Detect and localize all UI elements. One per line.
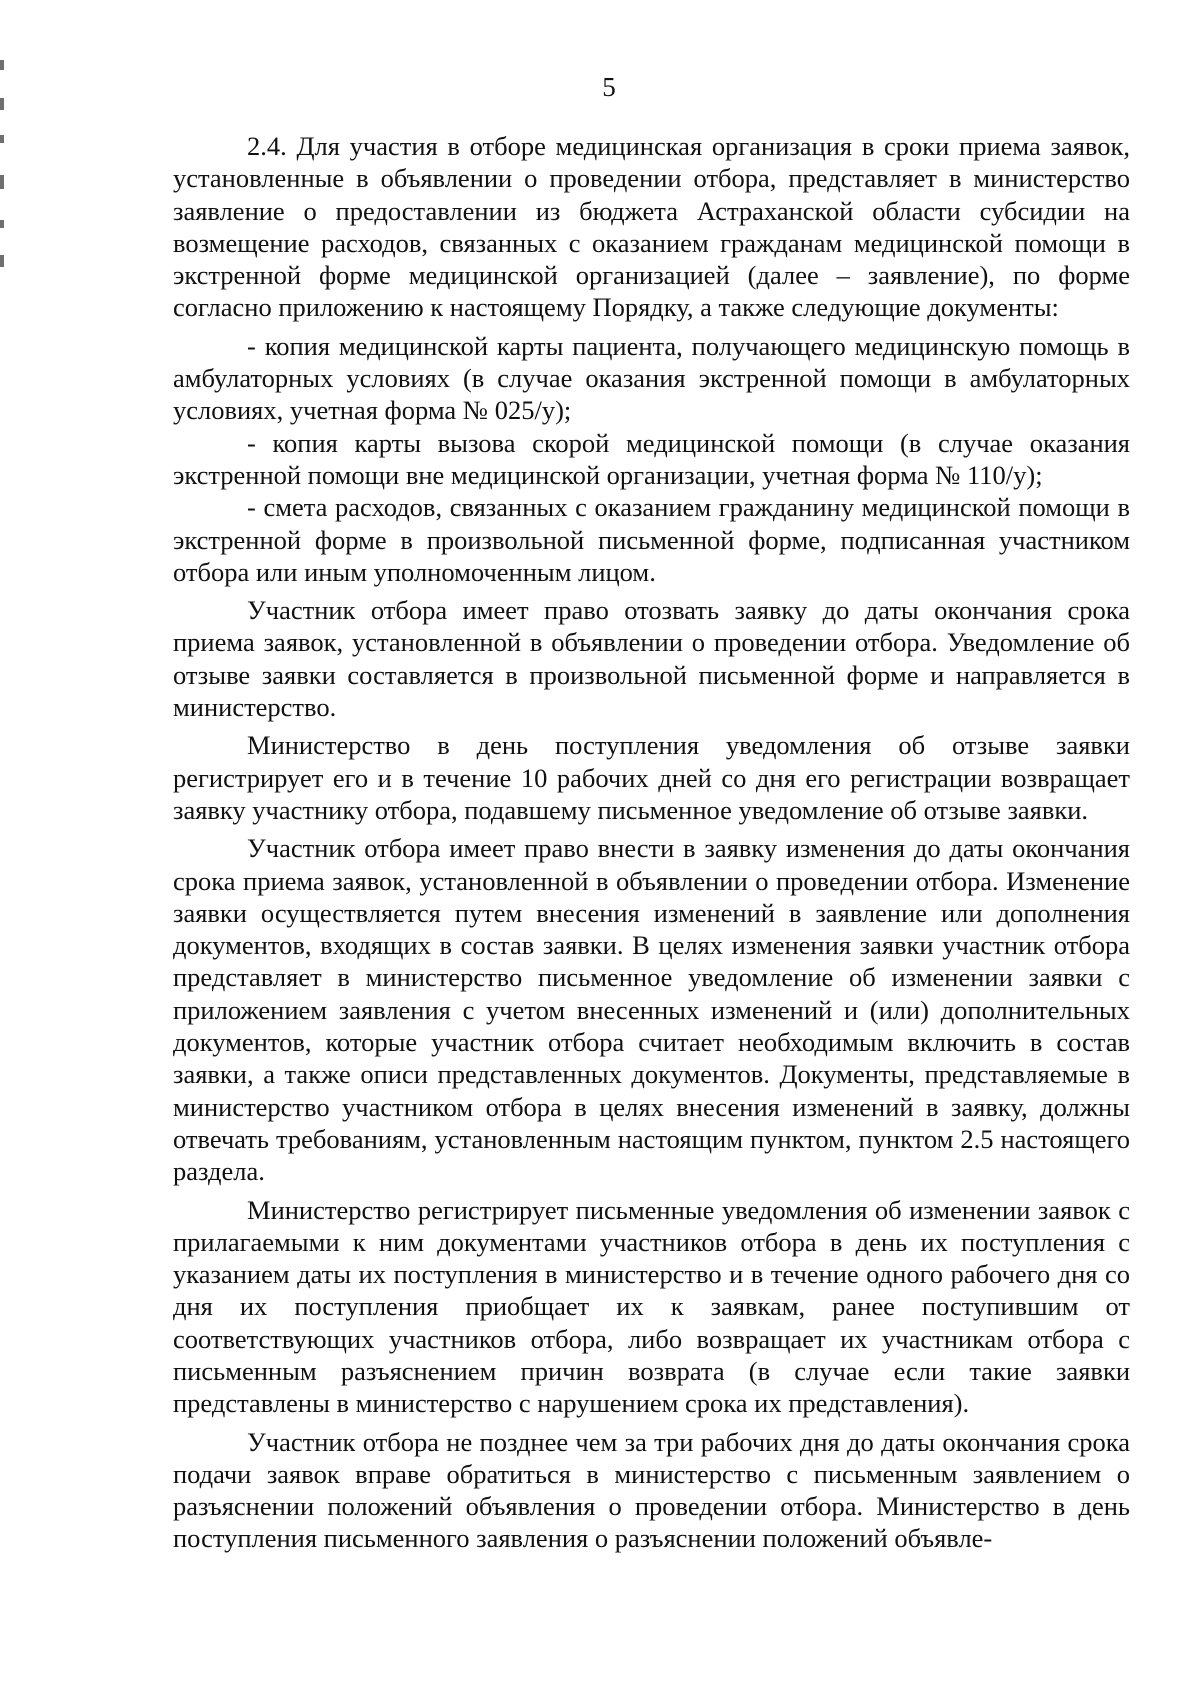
paragraph-change-registration: Министерство регистрирует письменные уведомления об изменении заявок с прилагаемыми к ним документами участников отбора в день их поступления с указанием даты их поступления в министерство и в течение одного рабочего дня со дня их поступления приобщает их к заявкам, ранее поступившим от соответствующих участников отбора, либо возвращает их участникам отбора с письменным разъяснением причин возврата (в случае если такие заявки представлены в министерство с нарушением срока их представления). xyxy=(173,1194,1130,1419)
scan-edge-mark xyxy=(0,175,4,189)
scan-edge-mark xyxy=(0,135,4,143)
list-item-ambulance-card-copy: - копия карты вызова скорой медицинской помощи (в случае оказания экстренной помощи вне медицинской организации, учетная форма № 110/у); xyxy=(173,427,1130,490)
document-body xyxy=(173,130,1130,1555)
list-item-medical-card-copy: - копия медицинской карты пациента, получающего медицинскую помощь в амбулаторных условиях (в случае оказания экстренной помощи в амбулаторных условиях, учетная форма № 025/у); xyxy=(173,330,1130,426)
paragraph-withdraw-application: Участник отбора имеет право отозвать заявку до даты окончания срока приема заявок, установленной в объявлении о проведении отбора. Уведомление об отзыве заявки составляется в произвольной письменной форме и направляется в министерство. xyxy=(173,595,1130,723)
page-number: 5 xyxy=(602,72,616,102)
scan-edge-mark xyxy=(0,255,4,267)
paragraph-clarification-request: Участник отбора не позднее чем за три рабочих дня до даты окончания срока подачи заявок вправе обратиться в министерство с письменным заявлением о разъяснении положений объявления о проведении отбора. Министерство в день поступления письменного заявления о разъяснении положений объявле- xyxy=(173,1426,1130,1554)
scan-edge-mark xyxy=(0,220,4,228)
paragraph-application-changes: Участник отбора имеет право внести в заявку изменения до даты окончания срока приема заявок, установленной в объявлении о проведении отбора. Изменение заявки осуществляется путем внесения изменений в заявление или дополнения документов, входящих в состав заявки. В целях изменения заявки участник отбора представляет в министерство письменное уведомление об изменении заявки с приложением заявления с учетом внесенных изменений и (или) дополнительных документов, которые участник отбора считает необходимым включить в состав заявки, а также описи представленных документов. Документы, представляемые в министерство участником отбора в целях внесения изменений в заявку, должны отвечать требованиям, установленным настоящим пунктом, пунктом 2.5 настоящего раздела. xyxy=(173,833,1130,1187)
scan-edge-mark xyxy=(0,60,4,70)
list-item-expense-estimate: - смета расходов, связанных с оказанием гражданину медицинской помощи в экстренной форме в произвольной письменной форме, подписанная участником отбора или иным уполномоченным лицом. xyxy=(173,492,1130,587)
paragraph-withdrawal-registration: Министерство в день поступления уведомления об отзыве заявки регистрирует его и в течение 10 рабочих дней со дня его регистрации возвращает заявку участнику отбора, подавшему письменное уведомление об отзыве заявки. xyxy=(173,730,1130,825)
paragraph-2-4: 2.4. Для участия в отборе медицинская организация в сроки приема заявок, установленные в объявлении о проведении отбора, представляет в министерство заявление о предоставлении из бюджета Астраханской области субсидии на возмещение расходов, связанных с оказанием гражданам медицинской помощи в экстренной форме медицинской организацией (далее – заявление), по форме согласно приложению к настоящему Порядку, а также следующие документы: xyxy=(173,131,1130,323)
